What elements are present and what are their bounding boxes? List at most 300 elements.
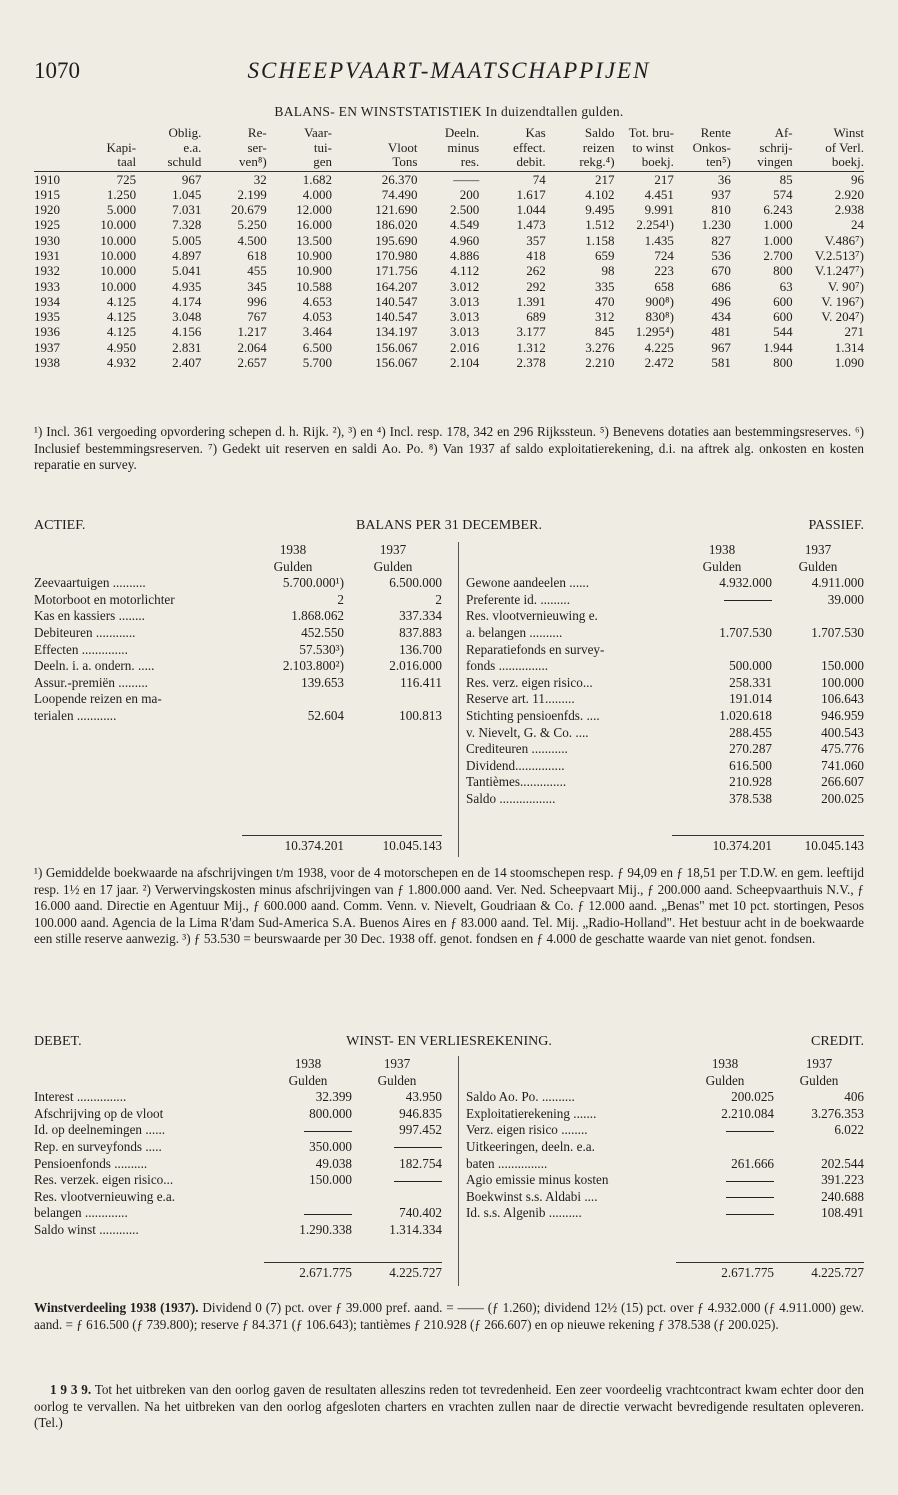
stats-header-cell: res. bbox=[417, 155, 479, 171]
stats-header-cell: gen bbox=[267, 155, 332, 171]
stats-value-cell: 186.020 bbox=[375, 217, 418, 233]
debet-value-1937 bbox=[352, 1172, 442, 1189]
dash-rule bbox=[726, 1214, 774, 1215]
passief-value-1938: 288.455 bbox=[729, 724, 772, 740]
stats-value-cell: 4.451 bbox=[644, 186, 674, 202]
passief-label: Tantièmes.............. bbox=[466, 774, 567, 790]
credit-value-1938 bbox=[676, 1139, 774, 1156]
wv-header bbox=[34, 1034, 864, 1052]
credit-row bbox=[466, 1189, 864, 1206]
stats-value-cell: 4.960 bbox=[449, 232, 480, 248]
stats-header-cell: vingen bbox=[731, 155, 793, 171]
debet-value-1937: 1.314.334 bbox=[389, 1221, 442, 1237]
debet-label: Id. op deelnemingen ...... bbox=[34, 1122, 166, 1138]
credit-label: Uitkeeringen, deeln. e.a. bbox=[466, 1138, 595, 1154]
dash-rule bbox=[726, 1131, 774, 1132]
passief-value-1937: 106.643 bbox=[821, 691, 864, 707]
stats-value-cell: 845 bbox=[595, 324, 615, 340]
actief-value-1938: 1.868.062 bbox=[291, 608, 344, 624]
stats-value-cell: 470 bbox=[595, 293, 615, 309]
stats-value-cell: 2.407 bbox=[172, 355, 202, 371]
passief-value-1938: 4.932.000 bbox=[719, 575, 772, 591]
passief-label: PASSIEF. bbox=[808, 518, 864, 533]
stats-value-cell: 3.013 bbox=[449, 324, 480, 340]
debet-row bbox=[34, 1122, 442, 1139]
stats-header-cell: schuld bbox=[136, 155, 201, 171]
stats-value-cell: 4.125 bbox=[106, 293, 137, 309]
stats-value-cell: 4.174 bbox=[172, 293, 202, 309]
actief-row bbox=[34, 691, 442, 708]
debet-value-1938 bbox=[264, 1122, 352, 1139]
passief-row bbox=[466, 791, 864, 808]
credit-total-1937: 4.225.727 bbox=[774, 1263, 864, 1282]
passief-value-1937: 200.025 bbox=[821, 790, 864, 806]
credit-unit-2: Gulden bbox=[799, 1072, 839, 1088]
stats-value-cell: 312 bbox=[595, 309, 615, 325]
stats-value-cell: 1.045 bbox=[172, 186, 202, 202]
passief-label: Stichting pensioenfds. .... bbox=[466, 707, 600, 723]
actief-label: Deeln. i. a. ondern. ..... bbox=[34, 658, 155, 674]
credit-row bbox=[466, 1205, 864, 1222]
stats-value-cell: 20.679 bbox=[230, 202, 267, 218]
actief-value-1937: 100.813 bbox=[399, 707, 442, 723]
debet-row bbox=[34, 1205, 442, 1222]
actief-label: Effecten .............. bbox=[34, 641, 128, 657]
actief-row bbox=[34, 608, 442, 625]
passief-row bbox=[466, 758, 864, 775]
stats-table bbox=[34, 126, 864, 370]
stats-value-cell: 292 bbox=[526, 278, 546, 294]
stats-value-cell: 1.000 bbox=[763, 217, 793, 233]
debet-label: Interest ............... bbox=[34, 1089, 127, 1105]
stats-header-cell bbox=[34, 155, 79, 171]
debet-label: Res. verzek. eigen risico... bbox=[34, 1172, 174, 1188]
stats-header-cell: of Verl. bbox=[825, 139, 864, 155]
stats-header-cell: Vloot bbox=[387, 139, 418, 155]
stats-header-cell: reizen bbox=[582, 139, 615, 155]
balans-footnote: ¹) Gemiddelde boekwaarde na afschrijvingen t/m 1938, voor de 4 motorschepen en de 14 stoomschepen resp. ƒ 94,09 en ƒ 18,51 per T.D.W. en gem. leeftijd resp. 1½ en 17 jaar. ²) Verwervingskosten minus afschrijvingen van ƒ 1.800.000 aand. Ver. Ned. Scheepvaart Mij., ƒ 200.000 aand. Scheepvaarthuis N.V., ƒ 16.000 aand. Directie en Agentuur Mij., ƒ 600.000 aand. Comm. Venn. v. Nievelt, Goudriaan & Co. ƒ 12.000 aand. „Benas" met 10 pct. stortingen, Pesos 100.000 aand. Agencia de la Lima R'dam Sud-America S.A. Buenos Aires en ƒ 83.000 aand. Tel. Mij. „Radio-Holland". Het bestuur acht in de boekwaarde een stille reserve aanwezig. ³) ƒ 53.530 = beurswaarde per 30 Dec. 1938 off. genot. fondsen en ƒ 4.000 de geschatte waarde van niet genot. fondsen. bbox=[34, 865, 864, 946]
stats-row bbox=[34, 263, 864, 278]
debet-value-1937 bbox=[352, 1139, 442, 1156]
stats-row bbox=[34, 233, 864, 248]
actief-block bbox=[34, 542, 442, 725]
passief-row bbox=[466, 642, 864, 659]
actief-label: Loopende reizen en ma- bbox=[34, 691, 162, 707]
passief-label: Dividend............... bbox=[466, 757, 565, 773]
stats-header-cell: Oblig. bbox=[168, 125, 202, 140]
credit-value-1938 bbox=[676, 1205, 774, 1222]
credit-total-block bbox=[466, 1262, 864, 1282]
credit-value-1937: 6.022 bbox=[834, 1122, 864, 1138]
actief-row bbox=[34, 708, 442, 725]
passief-value-1937: 475.776 bbox=[821, 741, 864, 757]
stats-value-cell: 1.230 bbox=[701, 217, 731, 233]
stats-value-cell: 2.016 bbox=[449, 339, 480, 355]
credit-unit-1: Gulden bbox=[705, 1072, 745, 1088]
stats-row bbox=[34, 171, 864, 187]
stats-value-cell: 967 bbox=[711, 339, 731, 355]
dash-rule bbox=[394, 1147, 442, 1148]
passief-value-1938 bbox=[672, 608, 772, 625]
stats-value-cell: 140.547 bbox=[375, 309, 418, 325]
stats-value-cell: 335 bbox=[595, 278, 615, 294]
actief-value-1937: 116.411 bbox=[400, 674, 442, 690]
debet-value-1937: 946.835 bbox=[399, 1105, 442, 1121]
stats-value-cell: 10.000 bbox=[100, 263, 137, 279]
stats-value-cell: 9.991 bbox=[644, 202, 674, 218]
stats-value-cell: 3.276 bbox=[585, 339, 615, 355]
stats-header-row bbox=[34, 155, 864, 171]
stats-value-cell: 4.653 bbox=[302, 293, 332, 309]
passief-label: a. belangen .......... bbox=[466, 624, 563, 640]
wv-divider bbox=[458, 1056, 459, 1286]
stats-value-cell: 4.897 bbox=[172, 247, 202, 263]
stats-value-cell: 164.207 bbox=[375, 278, 418, 294]
stats-value-cell: 10.588 bbox=[296, 278, 332, 294]
credit-value-1937: 406 bbox=[844, 1089, 864, 1105]
stats-value-cell: 121.690 bbox=[375, 202, 418, 218]
stats-value-cell: 2.378 bbox=[516, 355, 546, 371]
stats-header-cell: boekj. bbox=[615, 155, 674, 171]
balans-title: BALANS PER 31 DECEMBER. bbox=[356, 518, 542, 533]
stats-header-cell: Saldo bbox=[584, 125, 615, 140]
dash-rule bbox=[726, 1197, 774, 1198]
stats-value-cell: 481 bbox=[711, 324, 731, 340]
actief-row bbox=[34, 575, 442, 592]
stats-value-cell: 5.000 bbox=[106, 202, 137, 218]
stats-header-cell bbox=[34, 141, 79, 156]
passief-value-1938: 258.331 bbox=[729, 674, 772, 690]
credit-row bbox=[466, 1172, 864, 1189]
credit-value-1938 bbox=[676, 1122, 774, 1139]
passief-value-1937: 1.707.530 bbox=[811, 624, 864, 640]
stats-value-cell: 5.700 bbox=[302, 355, 332, 371]
debet-value-1937: 43.950 bbox=[405, 1089, 442, 1105]
stats-value-cell: 689 bbox=[526, 309, 546, 325]
stats-value-cell: 4.000 bbox=[302, 186, 332, 202]
debet-value-1938: 800.000 bbox=[309, 1105, 352, 1121]
passief-label: fonds ............... bbox=[466, 658, 549, 674]
credit-label: CREDIT. bbox=[810, 1034, 864, 1049]
stats-value-cell: V.2.513⁷) bbox=[814, 247, 864, 263]
passief-year-1938: 1938 bbox=[708, 542, 736, 557]
stats-value-cell: 85 bbox=[779, 171, 793, 187]
passief-label: Preferente id. ......... bbox=[466, 591, 570, 607]
credit-block bbox=[466, 1056, 864, 1222]
stats-value-cell: 1.044 bbox=[516, 202, 546, 218]
actief-value-1938: 2.103.800²) bbox=[282, 658, 344, 674]
stats-value-cell: 6.243 bbox=[763, 202, 793, 218]
passief-value-1938: 191.014 bbox=[729, 691, 772, 707]
actief-row bbox=[34, 592, 442, 609]
actief-value-1937: 136.700 bbox=[399, 641, 442, 657]
stats-value-cell: 4.549 bbox=[449, 217, 480, 233]
stats-header-cell bbox=[332, 126, 417, 141]
passief-row bbox=[466, 658, 864, 675]
passief-unit-1: Gulden bbox=[702, 558, 742, 574]
stats-value-cell: 455 bbox=[247, 263, 267, 279]
debet-label: Afschrijving op de vloot bbox=[34, 1105, 164, 1121]
actief-label: Assur.-premiën ......... bbox=[34, 674, 148, 690]
stats-header-cell: to winst bbox=[632, 139, 674, 155]
credit-value-1938: 2.210.084 bbox=[721, 1105, 774, 1121]
stats-value-cell: V. 90⁷) bbox=[827, 278, 864, 294]
stats-row bbox=[34, 187, 864, 202]
debet-total-1938: 2.671.775 bbox=[264, 1263, 352, 1282]
debet-value-1938: 150.000 bbox=[309, 1172, 352, 1188]
stats-value-cell: 1.295⁴) bbox=[635, 324, 674, 340]
passief-value-1938: 270.287 bbox=[729, 741, 772, 757]
debet-row bbox=[34, 1156, 442, 1173]
debet-value-1938 bbox=[264, 1189, 352, 1206]
stats-value-cell: V.1.247⁷) bbox=[814, 263, 864, 279]
actief-value-1938: 139.653 bbox=[301, 674, 344, 690]
passief-value-1938: 616.500 bbox=[729, 757, 772, 773]
stats-value-cell: 7.031 bbox=[172, 202, 202, 218]
stats-value-cell: 1.682 bbox=[302, 171, 332, 187]
stats-value-cell: 496 bbox=[711, 293, 731, 309]
passief-row bbox=[466, 625, 864, 642]
stats-value-cell: 2.938 bbox=[834, 202, 864, 218]
actief-label: ACTIEF. bbox=[34, 518, 86, 533]
stats-value-cell: 140.547 bbox=[375, 293, 418, 309]
stats-value-cell: 830⁸) bbox=[645, 309, 674, 325]
stats-value-cell: 996 bbox=[247, 293, 267, 309]
stats-header-cell: Tot. bru- bbox=[628, 125, 674, 140]
stats-header-row bbox=[34, 141, 864, 156]
stats-value-cell: 2.254¹) bbox=[636, 217, 674, 233]
actief-value-1937: 337.334 bbox=[399, 608, 442, 624]
stats-value-cell: 800 bbox=[773, 355, 793, 371]
stats-value-cell: 800 bbox=[773, 263, 793, 279]
stats-value-cell: 1.217 bbox=[237, 324, 267, 340]
stats-value-cell: 195.690 bbox=[375, 232, 418, 248]
stats-header-cell: Kapi- bbox=[106, 139, 137, 155]
passief-row bbox=[466, 608, 864, 625]
credit-row bbox=[466, 1089, 864, 1106]
debet-value-1937: 997.452 bbox=[399, 1122, 442, 1138]
stats-row bbox=[34, 294, 864, 309]
debet-value-1938: 49.038 bbox=[315, 1155, 352, 1171]
stats-value-cell: 98 bbox=[601, 263, 615, 279]
stats-row bbox=[34, 217, 864, 232]
stats-value-cell: 6.500 bbox=[302, 339, 332, 355]
stats-value-cell: 262 bbox=[526, 263, 546, 279]
stats-row bbox=[34, 248, 864, 263]
credit-value-1938 bbox=[676, 1189, 774, 1206]
stats-value-cell: 3.012 bbox=[449, 278, 480, 294]
stats-value-cell: 827 bbox=[711, 232, 731, 248]
credit-value-1938 bbox=[676, 1172, 774, 1189]
stats-value-cell: 1.314 bbox=[834, 339, 864, 355]
stats-value-cell: 600 bbox=[773, 309, 793, 325]
credit-row bbox=[466, 1122, 864, 1139]
stats-value-cell: 9.495 bbox=[585, 202, 615, 218]
stats-value-cell: 271 bbox=[844, 324, 864, 340]
credit-value-1937: 391.223 bbox=[821, 1172, 864, 1188]
winstverdeeling-label: Winstverdeeling 1938 (1937). bbox=[34, 1300, 199, 1315]
stats-value-cell: 4.500 bbox=[237, 232, 267, 248]
stats-value-cell: 4.225 bbox=[644, 339, 674, 355]
stats-row bbox=[34, 309, 864, 324]
stats-value-cell: V. 196⁷) bbox=[821, 293, 864, 309]
credit-label: Agio emissie minus kosten bbox=[466, 1172, 609, 1188]
actief-total-1937: 10.045.143 bbox=[344, 836, 442, 855]
stats-header-row bbox=[34, 126, 864, 141]
passief-value-1938 bbox=[672, 642, 772, 659]
stats-value-cell: 4.125 bbox=[106, 309, 137, 325]
debet-value-1938: 32.399 bbox=[315, 1089, 352, 1105]
stats-value-cell: 1.158 bbox=[585, 232, 615, 248]
passief-value-1938: 1.707.530 bbox=[719, 624, 772, 640]
stats-row bbox=[34, 324, 864, 339]
passief-value-1937: 266.607 bbox=[821, 774, 864, 790]
stats-year-cell: 1933 bbox=[34, 278, 60, 294]
stats-value-cell: 725 bbox=[116, 171, 137, 187]
credit-row bbox=[466, 1156, 864, 1173]
stats-header-cell: Vaar- bbox=[304, 125, 332, 140]
stats-value-cell: 4.156 bbox=[172, 324, 202, 340]
stats-value-cell: 217 bbox=[654, 171, 674, 187]
stats-value-cell: 2.657 bbox=[237, 355, 267, 371]
year-1939-label: 1 9 3 9. bbox=[50, 1382, 92, 1397]
actief-value-1938 bbox=[242, 691, 344, 708]
stats-value-cell: 5.005 bbox=[172, 232, 202, 248]
stats-value-cell: 156.067 bbox=[375, 339, 418, 355]
stats-value-cell: 3.464 bbox=[302, 324, 332, 340]
passief-value-1937: 400.543 bbox=[821, 724, 864, 740]
stats-value-cell: 2.064 bbox=[237, 339, 267, 355]
stats-year-cell: 1935 bbox=[34, 309, 60, 325]
winstverdeeling-text: Dividend 0 (7) pct. over ƒ 39.000 pref. aand. = —— (ƒ 1.260); dividend 12½ (15) pct. over ƒ 4.932.000 (ƒ 4.911.000) gew. aand. = ƒ 616.500 (ƒ 739.800); reserve ƒ 84.371 (ƒ 106.643); tantièmes ƒ 210.928 (ƒ 266.607) en op nieuwe rekening ƒ 378.538 (ƒ 200.025). bbox=[34, 1300, 864, 1332]
credit-total-1938: 2.671.775 bbox=[676, 1263, 774, 1282]
stats-value-cell: 357 bbox=[526, 232, 546, 248]
stats-value-cell: 574 bbox=[773, 186, 793, 202]
stats-value-cell: 686 bbox=[711, 278, 731, 294]
stats-row bbox=[34, 340, 864, 355]
stats-year-cell: 1910 bbox=[34, 171, 60, 187]
debet-row bbox=[34, 1222, 442, 1239]
stats-value-cell: 4.112 bbox=[450, 263, 480, 279]
credit-label: Boekwinst s.s. Aldabi .... bbox=[466, 1188, 598, 1204]
stats-value-cell: 3.177 bbox=[516, 324, 546, 340]
stats-year-cell: 1938 bbox=[34, 355, 60, 371]
actief-unit-2: Gulden bbox=[373, 558, 413, 574]
passief-value-1937: 100.000 bbox=[821, 674, 864, 690]
stats-value-cell: 1.391 bbox=[516, 293, 546, 309]
debet-block bbox=[34, 1056, 442, 1239]
debet-value-1938: 1.290.338 bbox=[299, 1221, 352, 1237]
stats-value-cell: 10.000 bbox=[100, 278, 137, 294]
debet-unit-2: Gulden bbox=[377, 1072, 417, 1088]
stats-value-cell: 434 bbox=[711, 309, 731, 325]
stats-header-cell: effect. bbox=[513, 139, 546, 155]
credit-value-1937: 202.544 bbox=[821, 1155, 864, 1171]
passief-row bbox=[466, 691, 864, 708]
stats-footnote: ¹) Incl. 361 vergoeding opvordering schepen d. h. Rijk. ²), ³) en ⁴) Incl. resp. 178, 342 en 296 Rijkssteun. ⁵) Benevens dotaties aan bestemmingsreserves. ⁶) Inclusief bestemmingsreserven. ⁷) Gedekt uit reserven en saldi Ao. Po. ⁸) Van 1937 af saldo exploitatierekening, d.i. na aftrek alg. onkosten en kosten reparatie en survey. bbox=[34, 424, 864, 472]
passief-label: Res. vlootvernieuwing e. bbox=[466, 608, 598, 624]
stats-value-cell: 74.490 bbox=[381, 186, 418, 202]
debet-value-1937 bbox=[352, 1189, 442, 1206]
debet-value-1937: 182.754 bbox=[399, 1155, 442, 1171]
stats-value-cell: 1.944 bbox=[763, 339, 793, 355]
stats-value-cell: 4.125 bbox=[106, 324, 137, 340]
passief-total-1937: 10.045.143 bbox=[772, 836, 864, 855]
actief-row bbox=[34, 642, 442, 659]
stats-header-cell: Tons bbox=[332, 155, 417, 171]
actief-total-1938: 10.374.201 bbox=[242, 836, 344, 855]
credit-value-1937: 3.276.353 bbox=[811, 1105, 864, 1121]
stats-value-cell: 170.980 bbox=[375, 247, 418, 263]
stats-value-cell: 1.000 bbox=[763, 232, 793, 248]
passief-label: Crediteuren ........... bbox=[466, 741, 568, 757]
debet-label: belangen ............. bbox=[34, 1205, 128, 1221]
debet-year-1937: 1937 bbox=[383, 1056, 411, 1071]
actief-row bbox=[34, 658, 442, 675]
stats-header-cell: minus bbox=[447, 139, 480, 155]
credit-value-1937: 240.688 bbox=[821, 1188, 864, 1204]
stats-value-cell: 63 bbox=[779, 278, 793, 294]
winstverdeeling-paragraph bbox=[34, 1300, 864, 1333]
stats-value-cell: 345 bbox=[247, 278, 267, 294]
stats-header-cell: debit. bbox=[479, 155, 545, 171]
passief-value-1937: 150.000 bbox=[821, 658, 864, 674]
stats-value-cell: 13.500 bbox=[296, 232, 332, 248]
actief-value-1938: 452.550 bbox=[301, 624, 344, 640]
stats-year-cell: 1915 bbox=[34, 186, 60, 202]
stats-value-cell: 74 bbox=[532, 171, 546, 187]
debet-label: Pensioenfonds .......... bbox=[34, 1155, 148, 1171]
year-1939-text: Tot het uitbreken van den oorlog gaven de resultaten alleszins reden tot tevredenheid. Een zeer voordeelig vrachtcontract kwam echter door den oorlog te vervallen. Na het uitbreken van den oorlog afgesloten charters en vrachten zullen naar de directie verwacht bevredigende resultaten opleveren. (Tel.) bbox=[34, 1382, 864, 1430]
debet-label: Res. vlootvernieuwing e.a. bbox=[34, 1188, 175, 1204]
passief-row bbox=[466, 741, 864, 758]
passief-value-1937 bbox=[772, 608, 864, 625]
stats-value-cell: 659 bbox=[595, 247, 615, 263]
balans-divider bbox=[458, 542, 459, 857]
actief-value-1938: 2 bbox=[337, 591, 344, 607]
stats-year-cell: 1934 bbox=[34, 293, 60, 309]
passief-value-1938: 500.000 bbox=[729, 658, 772, 674]
passief-year-1937: 1937 bbox=[804, 542, 832, 557]
stats-value-cell: 724 bbox=[654, 247, 674, 263]
actief-label: Motorboot en motorlichter bbox=[34, 591, 175, 607]
stats-year-cell: 1936 bbox=[34, 324, 60, 340]
stats-value-cell: 2.920 bbox=[834, 186, 864, 202]
actief-value-1937: 2 bbox=[435, 591, 442, 607]
passief-label: Saldo ................. bbox=[466, 790, 556, 806]
passief-row bbox=[466, 774, 864, 791]
stats-value-cell: 16.000 bbox=[296, 217, 332, 233]
passief-label: Gewone aandeelen ...... bbox=[466, 575, 590, 591]
passief-value-1937: 4.911.000 bbox=[811, 575, 864, 591]
debet-label: DEBET. bbox=[34, 1034, 82, 1049]
debet-row bbox=[34, 1089, 442, 1106]
passief-value-1938: 210.928 bbox=[729, 774, 772, 790]
passief-row bbox=[466, 725, 864, 742]
stats-value-cell: 418 bbox=[526, 247, 546, 263]
debet-total-1937: 4.225.727 bbox=[352, 1263, 442, 1282]
dash-rule bbox=[304, 1214, 352, 1215]
debet-unit-1: Gulden bbox=[288, 1072, 328, 1088]
passief-label: Res. verz. eigen risico... bbox=[466, 674, 593, 690]
wv-title: WINST- EN VERLIESREKENING. bbox=[346, 1034, 552, 1049]
stats-year-cell: 1931 bbox=[34, 247, 60, 263]
passief-label: Reparatiefonds en survey- bbox=[466, 641, 605, 657]
stats-row bbox=[34, 279, 864, 294]
stats-value-cell: 223 bbox=[654, 263, 674, 279]
page-title: SCHEEPVAART-MAATSCHAPPIJEN bbox=[247, 58, 651, 83]
debet-value-1937: 740.402 bbox=[399, 1205, 442, 1221]
